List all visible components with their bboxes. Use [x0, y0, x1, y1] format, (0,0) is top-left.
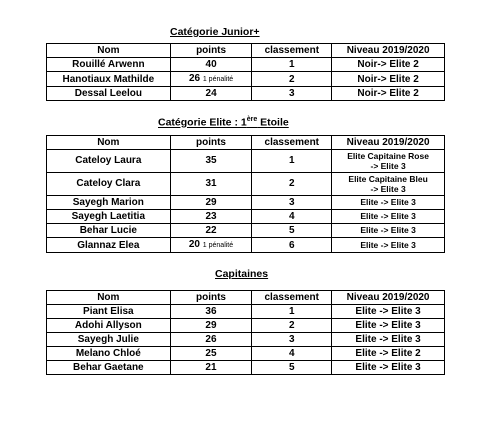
cell-level: Elite -> Elite 3 — [332, 305, 445, 319]
cell-nom: Cateloy Clara — [47, 173, 171, 196]
capitaines-table — [46, 290, 445, 375]
cell-rank: 5 — [252, 361, 332, 375]
header-nom: Nom — [47, 136, 171, 150]
points-value: 26 — [188, 73, 201, 84]
cell-points: 36 — [170, 305, 252, 319]
cell-points — [170, 150, 252, 173]
cell-level: Elite -> Elite 3 — [332, 238, 445, 253]
table-row — [47, 347, 445, 361]
cell-rank: 6 — [252, 238, 332, 253]
level-line-2: -> Elite 3 — [370, 184, 406, 194]
table-row — [47, 224, 445, 238]
cell-points — [170, 173, 252, 196]
cell-points — [170, 87, 252, 101]
header-classement: classement — [252, 136, 332, 150]
cell-nom: Cateloy Laura — [47, 150, 171, 173]
cell-rank: 1 — [252, 58, 332, 72]
cell-rank: 1 — [252, 150, 332, 173]
cell-nom: Behar Gaetane — [47, 361, 171, 375]
cell-rank: 2 — [252, 319, 332, 333]
cell-rank: 2 — [252, 173, 332, 196]
cell-points — [170, 58, 252, 72]
points-value: 23 — [205, 211, 217, 222]
table-row — [47, 87, 445, 101]
points-value: 29 — [205, 197, 217, 208]
header-niveau: Niveau 2019/2020 — [332, 291, 445, 305]
level-line-1: Elite Capitaine Bleu — [348, 174, 428, 184]
cell-nom: Piant Elisa — [47, 305, 171, 319]
cell-rank: 2 — [252, 72, 332, 87]
table-header-row — [47, 291, 445, 305]
penalty-note: 1 pénalité — [202, 76, 234, 83]
cell-level: Elite -> Elite 3 — [332, 333, 445, 347]
points-value: 22 — [205, 225, 217, 236]
table-row — [47, 238, 445, 253]
header-classement: classement — [252, 44, 332, 58]
table-row — [47, 319, 445, 333]
header-points: points — [170, 136, 252, 150]
cell-points — [170, 238, 252, 253]
table-row — [47, 173, 445, 196]
table-row — [47, 196, 445, 210]
cell-rank: 4 — [252, 210, 332, 224]
points-value: 24 — [205, 88, 217, 99]
cell-rank: 5 — [252, 224, 332, 238]
table-row — [47, 361, 445, 375]
table-row — [47, 150, 445, 173]
elite-table — [46, 135, 445, 253]
cell-points — [170, 210, 252, 224]
cell-points: 21 — [170, 361, 252, 375]
elite-title-sup: ère — [246, 116, 258, 123]
cell-points — [170, 224, 252, 238]
cell-level — [332, 173, 445, 196]
header-points: points — [170, 291, 252, 305]
junior-title: Catégorie Junior+ — [170, 26, 260, 38]
level-line-1: Elite Capitaine Rose — [347, 151, 429, 161]
header-nom: Nom — [47, 291, 171, 305]
table-row — [47, 58, 445, 72]
cell-points — [170, 72, 252, 87]
cell-level: Elite -> Elite 3 — [332, 224, 445, 238]
cell-points: 25 — [170, 347, 252, 361]
cell-nom: Behar Lucie — [47, 224, 171, 238]
cell-points: 29 — [170, 319, 252, 333]
cell-nom: Glannaz Elea — [47, 238, 171, 253]
table-header-row — [47, 136, 445, 150]
cell-rank: 3 — [252, 87, 332, 101]
table-row — [47, 72, 445, 87]
points-value: 20 — [188, 239, 200, 250]
elite-title — [158, 116, 289, 129]
level-line-2: -> Elite 3 — [370, 161, 406, 171]
cell-level: Elite -> Elite 3 — [332, 361, 445, 375]
cell-level: Noir-> Elite 2 — [332, 87, 445, 101]
cell-level: Noir-> Elite 2 — [332, 72, 445, 87]
elite-title-prefix: Catégorie Elite : 1 — [158, 116, 247, 129]
table-row — [47, 305, 445, 319]
cell-rank: 4 — [252, 347, 332, 361]
cell-level: Elite -> Elite 3 — [332, 196, 445, 210]
cell-nom: Melano Chloé — [47, 347, 171, 361]
cell-level: Noir-> Elite 2 — [332, 58, 445, 72]
cell-rank: 3 — [252, 196, 332, 210]
cell-level: Elite -> Elite 3 — [332, 319, 445, 333]
header-niveau: Niveau 2019/2020 — [332, 136, 445, 150]
points-value: 31 — [205, 178, 217, 189]
cell-rank: 3 — [252, 333, 332, 347]
cell-level: Elite -> Elite 3 — [332, 210, 445, 224]
capitaines-title: Capitaines — [215, 268, 269, 280]
table-row — [47, 210, 445, 224]
cell-nom: Dessal Leelou — [47, 87, 171, 101]
cell-nom: Adohi Allyson — [47, 319, 171, 333]
elite-title-suffix: Etoile — [257, 116, 289, 129]
points-value: 40 — [205, 59, 217, 70]
header-nom: Nom — [47, 44, 171, 58]
header-points: points — [170, 44, 252, 58]
penalty-note: 1 pénalité — [202, 242, 234, 249]
cell-nom: Hanotiaux Mathilde — [47, 72, 171, 87]
table-header-row — [47, 44, 445, 58]
cell-nom: Rouillé Arwenn — [47, 58, 171, 72]
cell-points — [170, 196, 252, 210]
points-value: 35 — [205, 155, 217, 166]
header-classement: classement — [252, 291, 332, 305]
cell-nom: Sayegh Laetitia — [47, 210, 171, 224]
header-niveau: Niveau 2019/2020 — [332, 44, 445, 58]
cell-nom: Sayegh Julie — [47, 333, 171, 347]
cell-points: 26 — [170, 333, 252, 347]
cell-level — [332, 150, 445, 173]
cell-level: Elite -> Elite 2 — [332, 347, 445, 361]
junior-table — [46, 43, 445, 101]
cell-rank: 1 — [252, 305, 332, 319]
cell-nom: Sayegh Marion — [47, 196, 171, 210]
table-row — [47, 333, 445, 347]
